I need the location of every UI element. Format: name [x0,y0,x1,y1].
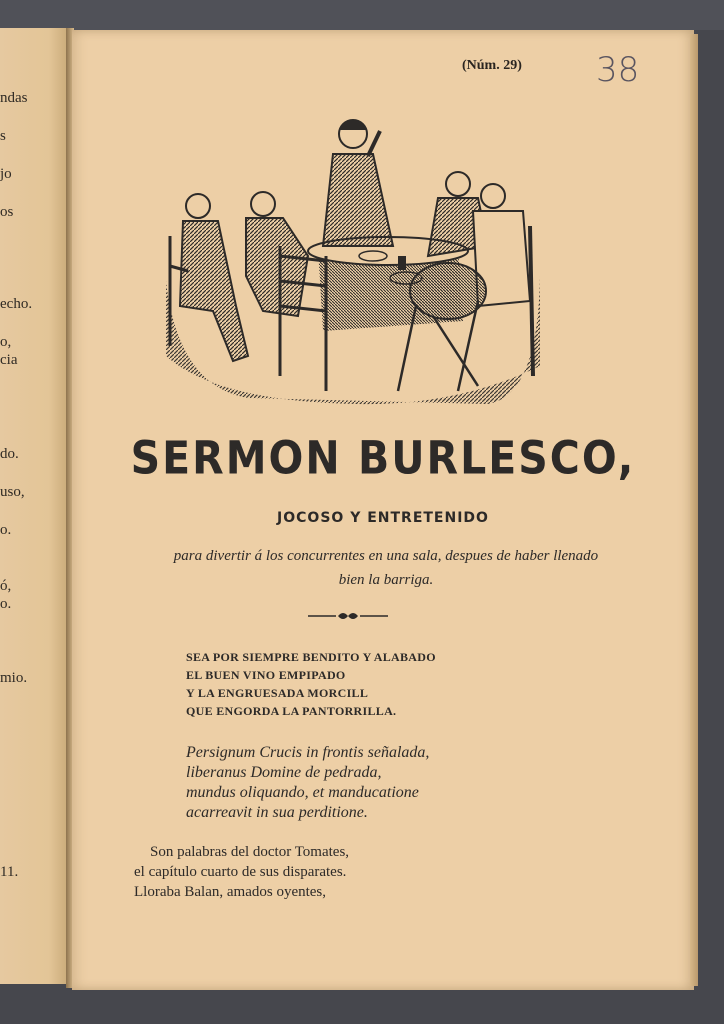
right-page [72,30,694,990]
left-fragment: o. [0,596,12,612]
prose-line: Son palabras del doctor Tomates, [150,844,350,860]
issue-number: (Núm. 29) [462,58,522,73]
page-subtitle: JOCOSO Y ENTRETENIDO [277,510,489,526]
latin-line: acarreavit in sua perditione. [186,804,368,821]
prose-line: el capítulo cuarto de sus disparates. [134,864,347,880]
left-fragment: ó, [0,578,12,594]
verse-line: SEA POR SIEMPRE BENDITO Y ALABADO [186,650,436,664]
left-fragment: cia [0,352,18,368]
left-fragment: 11. [0,864,19,880]
latin-line: liberanus Domine de pedrada, [186,764,382,781]
left-fragment: do. [0,446,19,462]
left-fragment: uso, [0,484,25,500]
left-fragment: ndas [0,90,28,106]
prose-line: Lloraba Balan, amados oyentes, [134,884,327,900]
top-band [0,0,724,30]
left-fragment: s [0,128,6,144]
folio-number: 38 [596,50,640,90]
intro-line: para divertir á los concurrentes en una sala, despues de haber llenado [173,548,599,564]
latin-line: mundus oliquando, et manducatione [186,784,419,801]
left-fragment: o. [0,522,12,538]
ornament-divider-icon [308,608,388,624]
left-fragment: jo [0,166,12,182]
verse-line: EL BUEN VINO EMPIPADO [186,668,346,682]
left-fragment: mio. [0,670,28,686]
latin-line: Persignum Crucis in frontis señalada, [186,744,430,761]
left-page [0,28,71,984]
intro-line: bien la barriga. [338,572,434,588]
verse-line: Y LA ENGRUESADA MORCILL [186,686,369,700]
verse-line: QUE ENGORDA LA PANTORRILLA. [186,704,397,718]
engraving-illustration-icon [158,106,548,406]
left-fragment: o, [0,334,12,350]
left-fragment: os [0,204,14,220]
page-title: SERMON BURLESCO, [130,431,636,485]
page-edge [690,34,698,986]
left-fragment: echo. [0,296,33,312]
